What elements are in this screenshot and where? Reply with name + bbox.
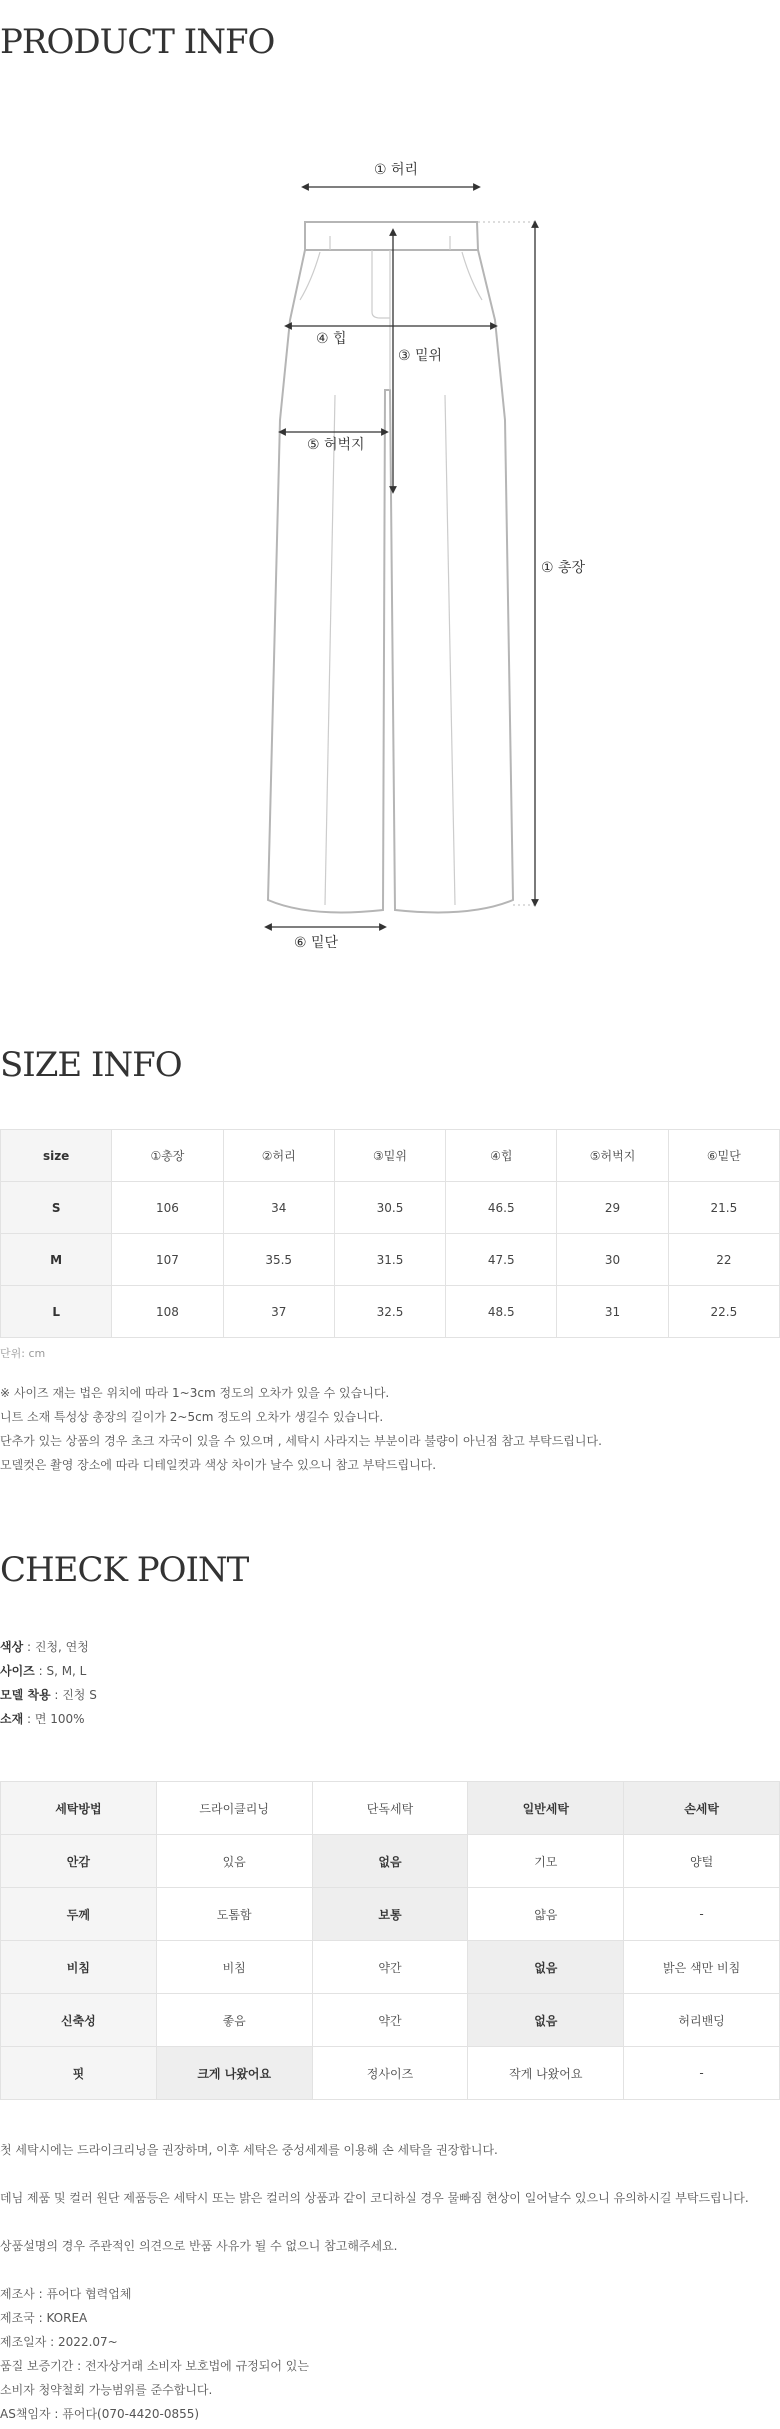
option-cell: 얇음 [468,1888,624,1941]
header-cell: ②허리 [223,1130,334,1182]
info-line: 제조사 : 퓨어다 협력업체 [0,2287,132,2301]
option-cell: 단독세탁 [312,1782,468,1835]
spec-label: 소재 [0,1712,24,1726]
info-line: 제조일자 : 2022.07~ [0,2335,118,2349]
option-cell: - [624,2047,780,2100]
option-cell-selected: 보통 [312,1888,468,1941]
size-table-header [1,1130,780,1182]
rise-label: ③ 밑위 [398,348,443,364]
option-cell: - [624,1888,780,1941]
option-cell: 약간 [312,1941,468,1994]
option-cell: 양털 [624,1835,780,1888]
table-row [1,1286,780,1338]
table-row [1,1782,780,1835]
spec-label: 모델 착용 [0,1688,51,1702]
header-cell: ①총장 [112,1130,223,1182]
value-cell: 107 [112,1234,223,1286]
row-header: 비침 [1,1941,157,1994]
care-paragraph: 데님 제품 및 컬러 원단 제품등은 세탁시 또는 밝은 컬러의 상품과 같이 코디하실 경우 물빠짐 현상이 일어날수 있으니 유의하시길 부탁드립니다. [0,2191,749,2205]
option-cell: 도톰함 [156,1888,312,1941]
spec-label: 사이즈 [0,1664,35,1678]
pants-measurement-diagram [0,140,780,980]
option-cell-selected: 손세탁 [624,1782,780,1835]
option-cell-selected: 일반세탁 [468,1782,624,1835]
info-line: AS책임자 : 퓨어다(070-4420-0855) [0,2407,200,2421]
care-paragraph: 첫 세탁시에는 드라이크리닝을 권장하며, 이후 세탁은 중성세제를 이용해 손 세탁을 권장합니다. [0,2143,498,2157]
option-cell-selected: 크게 나왔어요 [156,2047,312,2100]
header-cell: ④힙 [446,1130,557,1182]
table-row [1,2047,780,2100]
table-row [1,1234,780,1286]
size-table [0,1129,780,1338]
table-row [1,1182,780,1234]
spec-value: : 진청 S [50,1688,97,1702]
spec-value: : 면 100% [23,1712,85,1726]
table-row [1,1888,780,1941]
length-label: ① 총장 [541,560,586,576]
option-cell: 비침 [156,1941,312,1994]
value-cell: 29 [557,1182,668,1234]
option-cell-selected: 없음 [468,1994,624,2047]
value-cell: 106 [112,1182,223,1234]
thigh-label: ⑤ 허벅지 [307,437,365,453]
row-header: 세탁방법 [1,1782,157,1835]
option-cell: 밝은 색만 비침 [624,1941,780,1994]
hip-label: ④ 힙 [316,331,347,347]
hem-label: ⑥ 밑단 [294,935,339,951]
spec-value: : 진청, 연청 [23,1640,89,1654]
value-cell: 46.5 [446,1182,557,1234]
table-row [1,1941,780,1994]
option-cell: 드라이클리닝 [156,1782,312,1835]
size-note: 모델컷은 촬영 장소에 따라 디테일컷과 색상 차이가 날수 있으니 참고 부탁드립니다. [0,1458,437,1472]
check-point-table [0,1781,780,2100]
size-cell: M [1,1234,112,1286]
value-cell: 30.5 [334,1182,445,1234]
info-line: 제조국 : KOREA [0,2311,88,2325]
check-point-heading: CHECK POINT [0,1550,249,1590]
header-cell: size [1,1130,112,1182]
value-cell: 22 [668,1234,779,1286]
header-cell: ⑤허벅지 [557,1130,668,1182]
waist-label: ① 허리 [374,162,419,178]
care-paragraph: 상품설명의 경우 주관적인 의견으로 반품 사유가 될 수 없으니 참고해주세요. [0,2239,398,2253]
option-cell: 있음 [156,1835,312,1888]
row-header: 두께 [1,1888,157,1941]
option-cell-selected: 없음 [468,1941,624,1994]
spec-label: 색상 [0,1640,24,1654]
spec-model [0,1686,97,1703]
table-row [1,1994,780,2047]
size-cell: L [1,1286,112,1338]
spec-material [0,1710,85,1727]
header-cell: ⑥밑단 [668,1130,779,1182]
size-note: 니트 소재 특성상 총장의 길이가 2~5cm 정도의 오차가 생길수 있습니다. [0,1410,384,1424]
size-note: 단추가 있는 상품의 경우 초크 자국이 있을 수 있으며 , 세탁시 사라지는 부분이라 불량이 아닌점 참고 부탁드립니다. [0,1434,602,1448]
value-cell: 31 [557,1286,668,1338]
option-cell: 작게 나왔어요 [468,2047,624,2100]
option-cell: 허리밴딩 [624,1994,780,2047]
value-cell: 32.5 [334,1286,445,1338]
value-cell: 30 [557,1234,668,1286]
option-cell-selected: 없음 [312,1835,468,1888]
row-header: 핏 [1,2047,157,2100]
option-cell: 좋음 [156,1994,312,2047]
info-line: 소비자 청약철회 가능범위를 준수합니다. [0,2383,213,2397]
spec-color [0,1638,89,1655]
product-info-heading: PRODUCT INFO [0,22,275,62]
value-cell: 108 [112,1286,223,1338]
size-info-heading: SIZE INFO [0,1045,182,1085]
size-cell: S [1,1182,112,1234]
value-cell: 47.5 [446,1234,557,1286]
unit-note: 단위: cm [0,1347,46,1360]
info-line: 품질 보증기간 : 전자상거래 소비자 보호법에 규정되어 있는 [0,2359,309,2373]
row-header: 신축성 [1,1994,157,2047]
value-cell: 22.5 [668,1286,779,1338]
option-cell: 기모 [468,1835,624,1888]
header-cell: ③밑위 [334,1130,445,1182]
value-cell: 48.5 [446,1286,557,1338]
value-cell: 31.5 [334,1234,445,1286]
value-cell: 34 [223,1182,334,1234]
table-row [1,1835,780,1888]
value-cell: 21.5 [668,1182,779,1234]
row-header: 안감 [1,1835,157,1888]
value-cell: 37 [223,1286,334,1338]
value-cell: 35.5 [223,1234,334,1286]
option-cell: 약간 [312,1994,468,2047]
size-note: ※ 사이즈 재는 법은 위치에 따라 1~3cm 정도의 오차가 있을 수 있습니다. [0,1386,390,1400]
option-cell: 정사이즈 [312,2047,468,2100]
spec-size [0,1662,86,1679]
spec-value: : S, M, L [34,1664,87,1678]
